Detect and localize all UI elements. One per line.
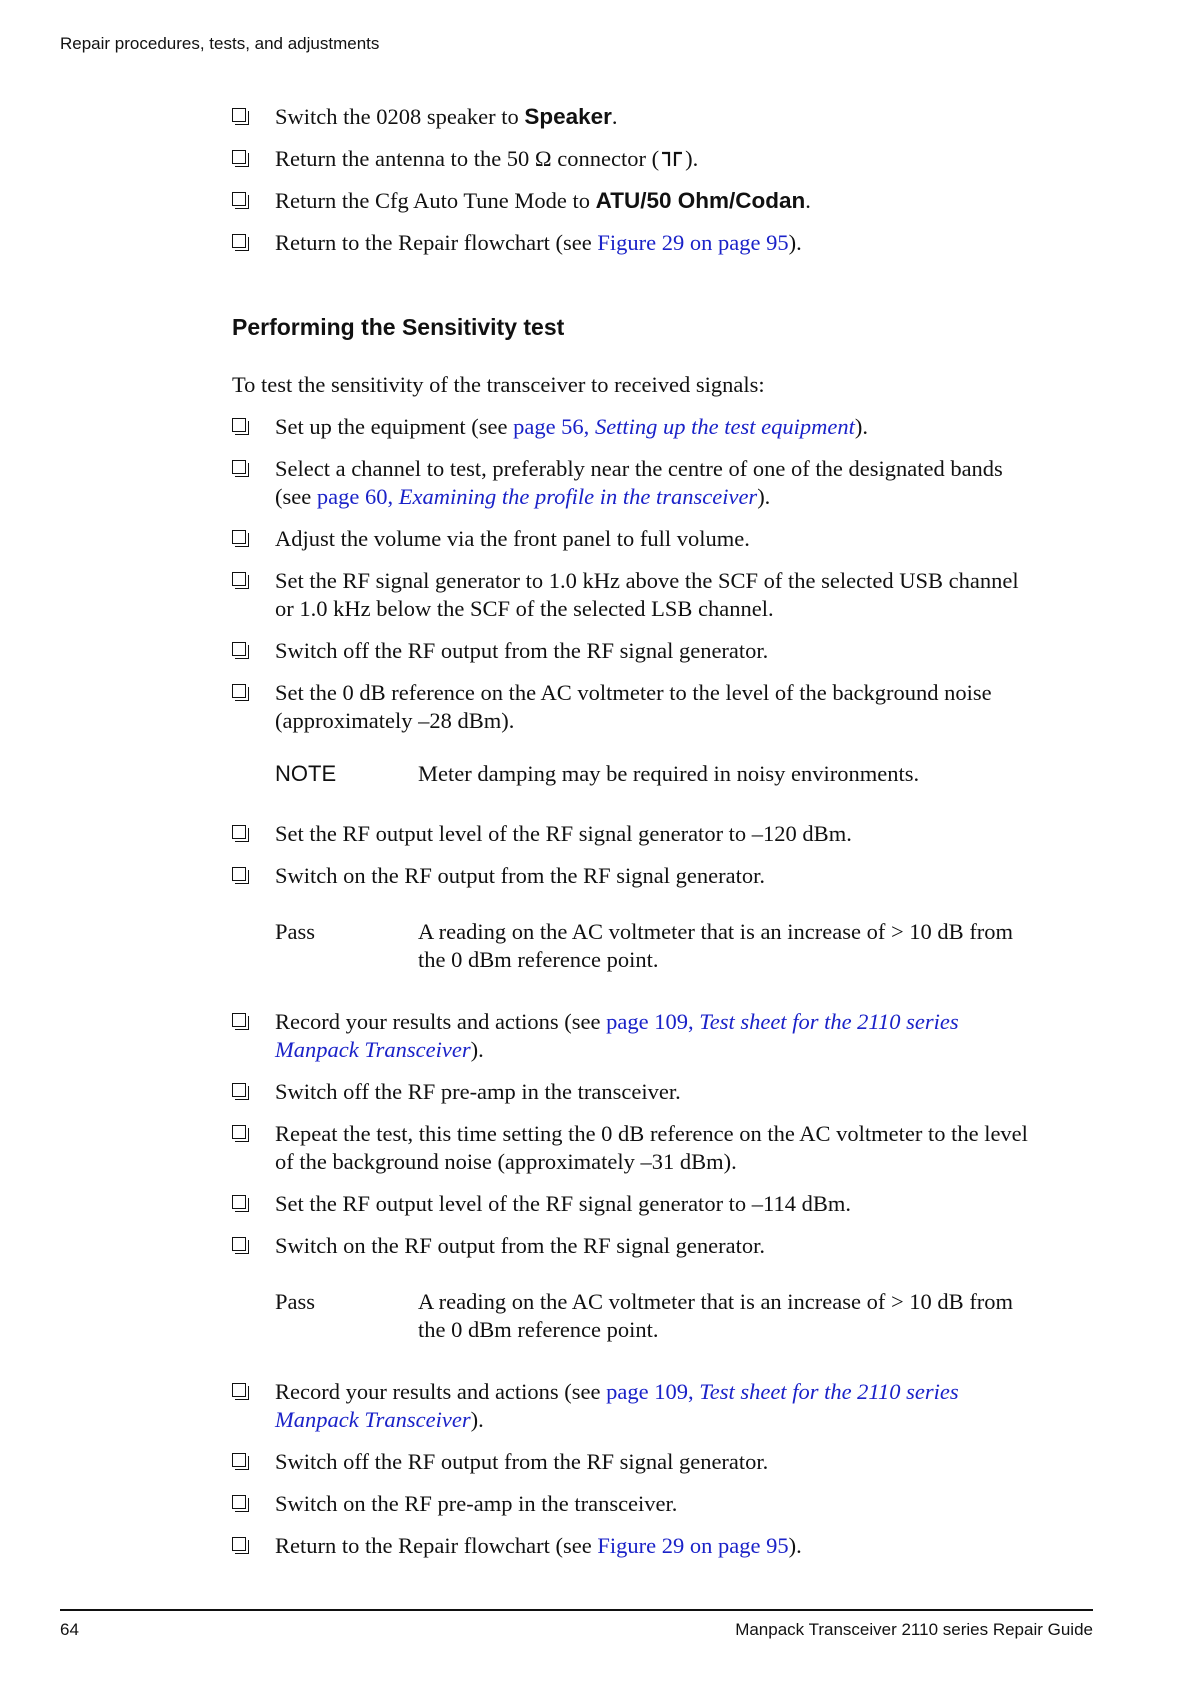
step-set-reference: Set the 0 dB reference on the AC voltmeter to the level of the background noise (approximately –28 dBm). [232,679,1092,735]
page-109-link[interactable]: page 109, Test sheet for the 2110 series Manpack Transceiver [275,1009,959,1062]
page-number: 64 [60,1620,79,1639]
antenna-connector-icon [659,148,685,170]
book-title: Manpack Transceiver 2110 series Repair Guide [735,1620,1093,1639]
checkbox-icon[interactable] [232,1237,246,1251]
pass-criteria-2: Pass A reading on the AC voltmeter that is an increase of > 10 dB from the 0 dBm reference point. [275,1289,1014,1342]
step-record-results: Record your results and actions (see page 109, Test sheet for the 2110 series Manpack Transceiver). [232,1008,1092,1064]
checkbox-icon[interactable] [232,1453,246,1467]
checkbox-icon[interactable] [232,1495,246,1509]
step-set-rf-level-120: Set the RF output level of the RF signal generator to –120 dBm. [232,820,1092,848]
figure-29-link[interactable]: Figure 29 on page 95 [597,1533,789,1558]
section-heading: Performing the Sensitivity test [232,314,565,340]
checkbox-icon[interactable] [232,234,246,248]
checkbox-icon[interactable] [232,460,246,474]
step-switch-speaker: Switch the 0208 speaker to Speaker. [232,103,1092,131]
checkbox-icon[interactable] [232,1383,246,1397]
page-109-link[interactable]: page 109, Test sheet for the 2110 series Manpack Transceiver [275,1379,959,1432]
step-repeat-test: Repeat the test, this time setting the 0 dB reference on the AC voltmeter to the level of the background noise (approximately –31 dBm). [232,1120,1092,1176]
pass-label: Pass [275,919,316,944]
pass-label: Pass [275,1289,316,1314]
step-switch-on-preamp: Switch on the RF pre-amp in the transceiver. [232,1490,1092,1518]
step-return-antenna: Return the antenna to the 50 Ω connector ( ). [232,145,1092,173]
step-switch-off-preamp: Switch off the RF pre-amp in the transceiver. [232,1078,1092,1106]
step-return-cfg-auto-tune: Return the Cfg Auto Tune Mode to ATU/50 Ohm/Codan. [232,187,1092,215]
step-switch-off-rf-2: Switch off the RF output from the RF signal generator. [232,1448,1092,1476]
note-text: Meter damping may be required in noisy environments. [418,761,920,786]
note-label: NOTE [275,761,337,786]
step-return-flowchart-2: Return to the Repair flowchart (see Figure 29 on page 95). [232,1532,1092,1560]
step-adjust-volume: Adjust the volume via the front panel to full volume. [232,525,1092,553]
checkbox-icon[interactable] [232,825,246,839]
step-set-rf-level-114: Set the RF output level of the RF signal generator to –114 dBm. [232,1190,1092,1218]
checkbox-icon[interactable] [232,642,246,656]
note-row [275,760,1085,788]
running-header: Repair procedures, tests, and adjustments [60,34,380,53]
checkbox-icon[interactable] [232,1195,246,1209]
step-record-results-2: Record your results and actions (see page 109, Test sheet for the 2110 series Manpack Transceiver). [232,1378,1092,1434]
checkbox-icon[interactable] [232,684,246,698]
step-switch-off-rf: Switch off the RF output from the RF signal generator. [232,637,1092,665]
checkbox-icon[interactable] [232,1013,246,1027]
checkbox-icon[interactable] [232,867,246,881]
step-switch-on-rf-2: Switch on the RF output from the RF signal generator. [232,1232,1092,1260]
checkbox-icon[interactable] [232,108,246,122]
step-setup-equipment: Set up the equipment (see page 56, Setting up the test equipment). [232,413,1092,441]
checkbox-icon[interactable] [232,150,246,164]
checkbox-icon[interactable] [232,572,246,586]
section-intro: To test the sensitivity of the transceiver to received signals: [232,372,765,397]
step-return-flowchart: Return to the Repair flowchart (see Figure 29 on page 95). [232,229,1092,257]
step-switch-on-rf: Switch on the RF output from the RF signal generator. [232,862,1092,890]
checkbox-icon[interactable] [232,1083,246,1097]
step-select-channel: Select a channel to test, preferably near the centre of one of the designated bands (see page 60, Examining the profile in the transceiver). [232,455,1092,511]
footer-divider [60,1609,1093,1611]
checkbox-icon[interactable] [232,1125,246,1139]
checkbox-icon[interactable] [232,1537,246,1551]
checkbox-icon[interactable] [232,192,246,206]
pass-criteria: Pass A reading on the AC voltmeter that is an increase of > 10 dB from the 0 dBm reference point. [275,919,1014,972]
checkbox-icon[interactable] [232,418,246,432]
checkbox-icon[interactable] [232,530,246,544]
step-set-rf-generator: Set the RF signal generator to 1.0 kHz above the SCF of the selected USB channel or 1.0 kHz below the SCF of the selected LSB channel. [232,567,1092,623]
page-60-link[interactable]: page 60, Examining the profile in the transceiver [316,484,758,509]
figure-29-link[interactable]: Figure 29 on page 95 [597,230,789,255]
page-56-link[interactable]: page 56, Setting up the test equipment [513,414,855,439]
